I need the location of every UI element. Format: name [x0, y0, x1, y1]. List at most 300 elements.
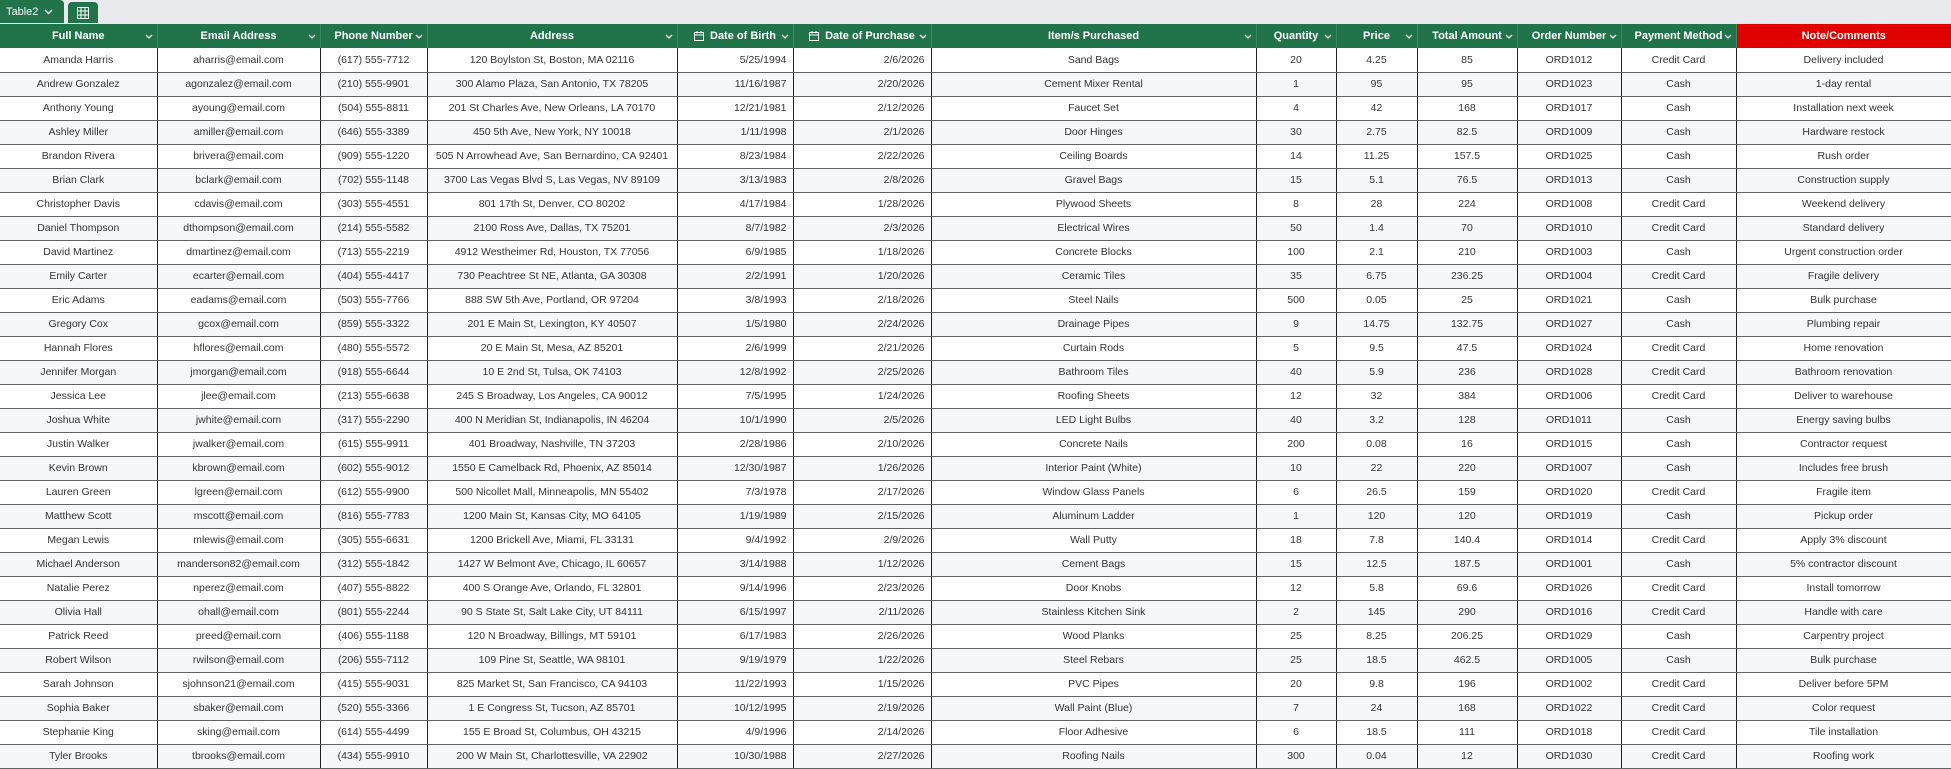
- cell-item[interactable]: Ceiling Boards: [931, 144, 1256, 168]
- cell-qty[interactable]: 1: [1256, 504, 1336, 528]
- cell-address[interactable]: 201 E Main St, Lexington, KY 40507: [427, 312, 677, 336]
- cell-payment[interactable]: Cash: [1621, 168, 1736, 192]
- cell-order[interactable]: ORD1022: [1517, 696, 1621, 720]
- cell-note[interactable]: Color request: [1736, 696, 1951, 720]
- cell-email[interactable]: agonzalez@email.com: [157, 72, 320, 96]
- cell-dob[interactable]: 10/1/1990: [677, 408, 793, 432]
- cell-full-name[interactable]: Patrick Reed: [0, 624, 157, 648]
- cell-dob[interactable]: 1/5/1980: [677, 312, 793, 336]
- filter-dropdown-icon[interactable]: [1724, 30, 1732, 42]
- cell-note[interactable]: 5% contractor discount: [1736, 552, 1951, 576]
- cell-total[interactable]: 128: [1417, 408, 1517, 432]
- cell-qty[interactable]: 20: [1256, 672, 1336, 696]
- cell-item[interactable]: Door Knobs: [931, 576, 1256, 600]
- cell-dop[interactable]: 1/22/2026: [793, 648, 931, 672]
- cell-full-name[interactable]: Tyler Brooks: [0, 744, 157, 768]
- cell-dop[interactable]: 2/15/2026: [793, 504, 931, 528]
- table-row[interactable]: [0, 96, 1951, 120]
- table-row[interactable]: [0, 744, 1951, 768]
- table-row[interactable]: [0, 696, 1951, 720]
- cell-email[interactable]: sjohnson21@email.com: [157, 672, 320, 696]
- cell-item[interactable]: Steel Rebars: [931, 648, 1256, 672]
- cell-total[interactable]: 159: [1417, 480, 1517, 504]
- cell-full-name[interactable]: Stephanie King: [0, 720, 157, 744]
- cell-qty[interactable]: 6: [1256, 720, 1336, 744]
- cell-dob[interactable]: 6/17/1983: [677, 624, 793, 648]
- cell-item[interactable]: Bathroom Tiles: [931, 360, 1256, 384]
- column-header-total[interactable]: [1417, 24, 1517, 48]
- cell-phone[interactable]: (504) 555-8811: [320, 96, 427, 120]
- cell-full-name[interactable]: Jennifer Morgan: [0, 360, 157, 384]
- cell-full-name[interactable]: Amanda Harris: [0, 48, 157, 72]
- cell-dob[interactable]: 12/8/1992: [677, 360, 793, 384]
- cell-payment[interactable]: Credit Card: [1621, 48, 1736, 72]
- cell-item[interactable]: Electrical Wires: [931, 216, 1256, 240]
- cell-payment[interactable]: Cash: [1621, 504, 1736, 528]
- cell-payment[interactable]: Cash: [1621, 72, 1736, 96]
- cell-price[interactable]: 2.75: [1336, 120, 1417, 144]
- column-header-payment[interactable]: [1621, 24, 1736, 48]
- cell-payment[interactable]: Cash: [1621, 456, 1736, 480]
- cell-dop[interactable]: 1/15/2026: [793, 672, 931, 696]
- cell-dop[interactable]: 2/20/2026: [793, 72, 931, 96]
- table-row[interactable]: [0, 576, 1951, 600]
- cell-phone[interactable]: (305) 555-6631: [320, 528, 427, 552]
- cell-dob[interactable]: 4/9/1996: [677, 720, 793, 744]
- cell-total[interactable]: 236.25: [1417, 264, 1517, 288]
- cell-qty[interactable]: 14: [1256, 144, 1336, 168]
- cell-price[interactable]: 2.1: [1336, 240, 1417, 264]
- cell-payment[interactable]: Cash: [1621, 432, 1736, 456]
- cell-dop[interactable]: 2/8/2026: [793, 168, 931, 192]
- cell-dob[interactable]: 4/17/1984: [677, 192, 793, 216]
- cell-total[interactable]: 47.5: [1417, 336, 1517, 360]
- cell-dob[interactable]: 11/16/1987: [677, 72, 793, 96]
- cell-note[interactable]: Deliver to warehouse: [1736, 384, 1951, 408]
- cell-phone[interactable]: (702) 555-1148: [320, 168, 427, 192]
- cell-qty[interactable]: 12: [1256, 384, 1336, 408]
- cell-email[interactable]: mlewis@email.com: [157, 528, 320, 552]
- cell-order[interactable]: ORD1020: [1517, 480, 1621, 504]
- cell-item[interactable]: Concrete Nails: [931, 432, 1256, 456]
- cell-phone[interactable]: (415) 555-9031: [320, 672, 427, 696]
- cell-item[interactable]: Ceramic Tiles: [931, 264, 1256, 288]
- cell-dob[interactable]: 3/14/1988: [677, 552, 793, 576]
- cell-price[interactable]: 4.25: [1336, 48, 1417, 72]
- cell-address[interactable]: 400 S Orange Ave, Orlando, FL 32801: [427, 576, 677, 600]
- cell-dop[interactable]: 2/24/2026: [793, 312, 931, 336]
- cell-order[interactable]: ORD1010: [1517, 216, 1621, 240]
- cell-email[interactable]: aharris@email.com: [157, 48, 320, 72]
- cell-dop[interactable]: 2/6/2026: [793, 48, 931, 72]
- cell-qty[interactable]: 20: [1256, 48, 1336, 72]
- cell-email[interactable]: jwhite@email.com: [157, 408, 320, 432]
- cell-full-name[interactable]: Gregory Cox: [0, 312, 157, 336]
- cell-order[interactable]: ORD1027: [1517, 312, 1621, 336]
- cell-item[interactable]: PVC Pipes: [931, 672, 1256, 696]
- cell-order[interactable]: ORD1019: [1517, 504, 1621, 528]
- cell-payment[interactable]: Cash: [1621, 120, 1736, 144]
- column-header-full-name[interactable]: [0, 24, 157, 48]
- table-row[interactable]: [0, 48, 1951, 72]
- cell-email[interactable]: ayoung@email.com: [157, 96, 320, 120]
- cell-order[interactable]: ORD1023: [1517, 72, 1621, 96]
- cell-phone[interactable]: (206) 555-7112: [320, 648, 427, 672]
- cell-item[interactable]: Floor Adhesive: [931, 720, 1256, 744]
- column-header-dop[interactable]: [793, 24, 931, 48]
- cell-price[interactable]: 9.5: [1336, 336, 1417, 360]
- cell-address[interactable]: 155 E Broad St, Columbus, OH 43215: [427, 720, 677, 744]
- cell-email[interactable]: amiller@email.com: [157, 120, 320, 144]
- cell-price[interactable]: 28: [1336, 192, 1417, 216]
- cell-payment[interactable]: Cash: [1621, 648, 1736, 672]
- cell-full-name[interactable]: Eric Adams: [0, 288, 157, 312]
- cell-phone[interactable]: (918) 555-6644: [320, 360, 427, 384]
- cell-email[interactable]: jwalker@email.com: [157, 432, 320, 456]
- cell-email[interactable]: manderson82@email.com: [157, 552, 320, 576]
- table-row[interactable]: [0, 216, 1951, 240]
- cell-full-name[interactable]: David Martinez: [0, 240, 157, 264]
- cell-dop[interactable]: 2/14/2026: [793, 720, 931, 744]
- cell-item[interactable]: Wood Planks: [931, 624, 1256, 648]
- cell-address[interactable]: 401 Broadway, Nashville, TN 37203: [427, 432, 677, 456]
- cell-note[interactable]: Tile installation: [1736, 720, 1951, 744]
- cell-phone[interactable]: (801) 555-2244: [320, 600, 427, 624]
- cell-qty[interactable]: 40: [1256, 360, 1336, 384]
- cell-total[interactable]: 187.5: [1417, 552, 1517, 576]
- cell-qty[interactable]: 6: [1256, 480, 1336, 504]
- cell-note[interactable]: Construction supply: [1736, 168, 1951, 192]
- cell-order[interactable]: ORD1016: [1517, 600, 1621, 624]
- cell-qty[interactable]: 18: [1256, 528, 1336, 552]
- cell-total[interactable]: 16: [1417, 432, 1517, 456]
- cell-order[interactable]: ORD1018: [1517, 720, 1621, 744]
- cell-phone[interactable]: (503) 555-7766: [320, 288, 427, 312]
- cell-item[interactable]: Window Glass Panels: [931, 480, 1256, 504]
- cell-note[interactable]: Energy saving bulbs: [1736, 408, 1951, 432]
- cell-price[interactable]: 22: [1336, 456, 1417, 480]
- cell-email[interactable]: jmorgan@email.com: [157, 360, 320, 384]
- cell-order[interactable]: ORD1013: [1517, 168, 1621, 192]
- cell-phone[interactable]: (312) 555-1842: [320, 552, 427, 576]
- cell-total[interactable]: 140.4: [1417, 528, 1517, 552]
- cell-note[interactable]: Fragile delivery: [1736, 264, 1951, 288]
- table-row[interactable]: [0, 168, 1951, 192]
- cell-total[interactable]: 384: [1417, 384, 1517, 408]
- cell-total[interactable]: 462.5: [1417, 648, 1517, 672]
- table-row[interactable]: [0, 672, 1951, 696]
- cell-item[interactable]: Interior Paint (White): [931, 456, 1256, 480]
- cell-full-name[interactable]: Joshua White: [0, 408, 157, 432]
- cell-dob[interactable]: 9/4/1992: [677, 528, 793, 552]
- filter-dropdown-icon[interactable]: [1244, 30, 1252, 42]
- cell-order[interactable]: ORD1011: [1517, 408, 1621, 432]
- cell-note[interactable]: 1-day rental: [1736, 72, 1951, 96]
- cell-price[interactable]: 12.5: [1336, 552, 1417, 576]
- cell-phone[interactable]: (602) 555-9012: [320, 456, 427, 480]
- cell-full-name[interactable]: Lauren Green: [0, 480, 157, 504]
- table-row[interactable]: [0, 192, 1951, 216]
- cell-dob[interactable]: 1/11/1998: [677, 120, 793, 144]
- cell-email[interactable]: sking@email.com: [157, 720, 320, 744]
- table-row[interactable]: [0, 456, 1951, 480]
- filter-dropdown-icon[interactable]: [1405, 30, 1413, 42]
- cell-total[interactable]: 82.5: [1417, 120, 1517, 144]
- cell-item[interactable]: LED Light Bulbs: [931, 408, 1256, 432]
- table-row[interactable]: [0, 288, 1951, 312]
- cell-address[interactable]: 450 5th Ave, New York, NY 10018: [427, 120, 677, 144]
- cell-dob[interactable]: 5/25/1994: [677, 48, 793, 72]
- cell-full-name[interactable]: Daniel Thompson: [0, 216, 157, 240]
- table-row[interactable]: [0, 312, 1951, 336]
- cell-dop[interactable]: 2/1/2026: [793, 120, 931, 144]
- cell-dop[interactable]: 2/21/2026: [793, 336, 931, 360]
- cell-payment[interactable]: Cash: [1621, 552, 1736, 576]
- column-header-dob[interactable]: [677, 24, 793, 48]
- cell-order[interactable]: ORD1015: [1517, 432, 1621, 456]
- cell-payment[interactable]: Cash: [1621, 312, 1736, 336]
- table-row[interactable]: [0, 144, 1951, 168]
- cell-phone[interactable]: (859) 555-3322: [320, 312, 427, 336]
- cell-order[interactable]: ORD1002: [1517, 672, 1621, 696]
- cell-payment[interactable]: Credit Card: [1621, 576, 1736, 600]
- cell-dob[interactable]: 3/13/1983: [677, 168, 793, 192]
- cell-note[interactable]: Carpentry project: [1736, 624, 1951, 648]
- column-header-price[interactable]: [1336, 24, 1417, 48]
- cell-dop[interactable]: 1/24/2026: [793, 384, 931, 408]
- cell-price[interactable]: 0.08: [1336, 432, 1417, 456]
- cell-item[interactable]: Plywood Sheets: [931, 192, 1256, 216]
- cell-note[interactable]: Hardware restock: [1736, 120, 1951, 144]
- cell-dob[interactable]: 3/8/1993: [677, 288, 793, 312]
- cell-item[interactable]: Concrete Blocks: [931, 240, 1256, 264]
- cell-phone[interactable]: (317) 555-2290: [320, 408, 427, 432]
- cell-full-name[interactable]: Sarah Johnson: [0, 672, 157, 696]
- cell-dop[interactable]: 2/17/2026: [793, 480, 931, 504]
- cell-email[interactable]: bclark@email.com: [157, 168, 320, 192]
- cell-order[interactable]: ORD1008: [1517, 192, 1621, 216]
- cell-dop[interactable]: 1/28/2026: [793, 192, 931, 216]
- cell-dob[interactable]: 12/21/1981: [677, 96, 793, 120]
- cell-email[interactable]: cdavis@email.com: [157, 192, 320, 216]
- cell-total[interactable]: 76.5: [1417, 168, 1517, 192]
- cell-email[interactable]: eadams@email.com: [157, 288, 320, 312]
- cell-note[interactable]: Plumbing repair: [1736, 312, 1951, 336]
- cell-payment[interactable]: Credit Card: [1621, 336, 1736, 360]
- cell-note[interactable]: Delivery included: [1736, 48, 1951, 72]
- cell-address[interactable]: 500 Nicollet Mall, Minneapolis, MN 55402: [427, 480, 677, 504]
- cell-item[interactable]: Gravel Bags: [931, 168, 1256, 192]
- cell-phone[interactable]: (406) 555-1188: [320, 624, 427, 648]
- table-row[interactable]: [0, 264, 1951, 288]
- cell-price[interactable]: 6.75: [1336, 264, 1417, 288]
- cell-price[interactable]: 5.8: [1336, 576, 1417, 600]
- cell-address[interactable]: 505 N Arrowhead Ave, San Bernardino, CA 92401: [427, 144, 677, 168]
- column-header-address[interactable]: [427, 24, 677, 48]
- cell-note[interactable]: Bulk purchase: [1736, 648, 1951, 672]
- cell-order[interactable]: ORD1029: [1517, 624, 1621, 648]
- cell-payment[interactable]: Credit Card: [1621, 672, 1736, 696]
- cell-email[interactable]: rwilson@email.com: [157, 648, 320, 672]
- cell-dob[interactable]: 10/12/1995: [677, 696, 793, 720]
- cell-address[interactable]: 730 Peachtree St NE, Atlanta, GA 30308: [427, 264, 677, 288]
- cell-item[interactable]: Roofing Nails: [931, 744, 1256, 768]
- cell-item[interactable]: Wall Putty: [931, 528, 1256, 552]
- cell-phone[interactable]: (480) 555-5572: [320, 336, 427, 360]
- cell-dob[interactable]: 7/3/1978: [677, 480, 793, 504]
- cell-phone[interactable]: (646) 555-3389: [320, 120, 427, 144]
- cell-price[interactable]: 42: [1336, 96, 1417, 120]
- cell-price[interactable]: 0.05: [1336, 288, 1417, 312]
- cell-item[interactable]: Roofing Sheets: [931, 384, 1256, 408]
- cell-dob[interactable]: 7/5/1995: [677, 384, 793, 408]
- table-row[interactable]: [0, 504, 1951, 528]
- cell-order[interactable]: ORD1005: [1517, 648, 1621, 672]
- cell-payment[interactable]: Credit Card: [1621, 384, 1736, 408]
- cell-full-name[interactable]: Hannah Flores: [0, 336, 157, 360]
- cell-dob[interactable]: 8/7/1982: [677, 216, 793, 240]
- cell-phone[interactable]: (909) 555-1220: [320, 144, 427, 168]
- cell-payment[interactable]: Credit Card: [1621, 528, 1736, 552]
- cell-address[interactable]: 2100 Ross Ave, Dallas, TX 75201: [427, 216, 677, 240]
- cell-payment[interactable]: Cash: [1621, 408, 1736, 432]
- cell-dop[interactable]: 2/18/2026: [793, 288, 931, 312]
- cell-address[interactable]: 10 E 2nd St, Tulsa, OK 74103: [427, 360, 677, 384]
- cell-email[interactable]: mscott@email.com: [157, 504, 320, 528]
- table-row[interactable]: [0, 384, 1951, 408]
- cell-phone[interactable]: (214) 555-5582: [320, 216, 427, 240]
- table-row[interactable]: [0, 480, 1951, 504]
- cell-address[interactable]: 3700 Las Vegas Blvd S, Las Vegas, NV 89109: [427, 168, 677, 192]
- cell-note[interactable]: Includes free brush: [1736, 456, 1951, 480]
- cell-address[interactable]: 120 N Broadway, Billings, MT 59101: [427, 624, 677, 648]
- cell-address[interactable]: 825 Market St, San Francisco, CA 94103: [427, 672, 677, 696]
- cell-address[interactable]: 1200 Main St, Kansas City, MO 64105: [427, 504, 677, 528]
- cell-email[interactable]: kbrown@email.com: [157, 456, 320, 480]
- cell-email[interactable]: ohall@email.com: [157, 600, 320, 624]
- filter-dropdown-icon[interactable]: [1324, 30, 1332, 42]
- cell-item[interactable]: Door Hinges: [931, 120, 1256, 144]
- cell-full-name[interactable]: Megan Lewis: [0, 528, 157, 552]
- cell-qty[interactable]: 100: [1256, 240, 1336, 264]
- filter-dropdown-icon[interactable]: [1505, 30, 1513, 42]
- cell-address[interactable]: 888 SW 5th Ave, Portland, OR 97204: [427, 288, 677, 312]
- cell-dop[interactable]: 2/10/2026: [793, 432, 931, 456]
- cell-note[interactable]: Deliver before 5PM: [1736, 672, 1951, 696]
- cell-price[interactable]: 14.75: [1336, 312, 1417, 336]
- cell-item[interactable]: Stainless Kitchen Sink: [931, 600, 1256, 624]
- cell-qty[interactable]: 25: [1256, 648, 1336, 672]
- cell-phone[interactable]: (615) 555-9911: [320, 432, 427, 456]
- cell-full-name[interactable]: Robert Wilson: [0, 648, 157, 672]
- cell-address[interactable]: 400 N Meridian St, Indianapolis, IN 46204: [427, 408, 677, 432]
- cell-price[interactable]: 9.8: [1336, 672, 1417, 696]
- cell-note[interactable]: Roofing work: [1736, 744, 1951, 768]
- cell-total[interactable]: 236: [1417, 360, 1517, 384]
- cell-dob[interactable]: 11/22/1993: [677, 672, 793, 696]
- cell-note[interactable]: Contractor request: [1736, 432, 1951, 456]
- filter-dropdown-icon[interactable]: [415, 30, 423, 42]
- cell-address[interactable]: 1550 E Camelback Rd, Phoenix, AZ 85014: [427, 456, 677, 480]
- cell-address[interactable]: 1 E Congress St, Tucson, AZ 85701: [427, 696, 677, 720]
- cell-dop[interactable]: 1/18/2026: [793, 240, 931, 264]
- column-header-item[interactable]: [931, 24, 1256, 48]
- cell-email[interactable]: hflores@email.com: [157, 336, 320, 360]
- cell-email[interactable]: gcox@email.com: [157, 312, 320, 336]
- table-row[interactable]: [0, 624, 1951, 648]
- cell-order[interactable]: ORD1006: [1517, 384, 1621, 408]
- table-row[interactable]: [0, 552, 1951, 576]
- cell-qty[interactable]: 2: [1256, 600, 1336, 624]
- cell-item[interactable]: Wall Paint (Blue): [931, 696, 1256, 720]
- cell-dop[interactable]: 2/12/2026: [793, 96, 931, 120]
- cell-qty[interactable]: 4: [1256, 96, 1336, 120]
- cell-note[interactable]: Pickup order: [1736, 504, 1951, 528]
- cell-payment[interactable]: Credit Card: [1621, 600, 1736, 624]
- cell-payment[interactable]: Credit Card: [1621, 264, 1736, 288]
- cell-item[interactable]: Cement Mixer Rental: [931, 72, 1256, 96]
- cell-full-name[interactable]: Ashley Miller: [0, 120, 157, 144]
- filter-dropdown-icon[interactable]: [308, 30, 316, 42]
- cell-full-name[interactable]: Olivia Hall: [0, 600, 157, 624]
- chevron-down-icon[interactable]: [44, 6, 53, 18]
- cell-total[interactable]: 168: [1417, 696, 1517, 720]
- table-row[interactable]: [0, 648, 1951, 672]
- cell-total[interactable]: 111: [1417, 720, 1517, 744]
- cell-phone[interactable]: (713) 555-2219: [320, 240, 427, 264]
- cell-full-name[interactable]: Michael Anderson: [0, 552, 157, 576]
- filter-dropdown-icon[interactable]: [665, 30, 673, 42]
- cell-total[interactable]: 220: [1417, 456, 1517, 480]
- cell-order[interactable]: ORD1026: [1517, 576, 1621, 600]
- cell-price[interactable]: 145: [1336, 600, 1417, 624]
- cell-note[interactable]: Bathroom renovation: [1736, 360, 1951, 384]
- cell-qty[interactable]: 8: [1256, 192, 1336, 216]
- cell-item[interactable]: Sand Bags: [931, 48, 1256, 72]
- cell-phone[interactable]: (520) 555-3366: [320, 696, 427, 720]
- cell-order[interactable]: ORD1024: [1517, 336, 1621, 360]
- cell-email[interactable]: preed@email.com: [157, 624, 320, 648]
- cell-payment[interactable]: Cash: [1621, 96, 1736, 120]
- cell-total[interactable]: 157.5: [1417, 144, 1517, 168]
- cell-order[interactable]: ORD1021: [1517, 288, 1621, 312]
- cell-phone[interactable]: (612) 555-9900: [320, 480, 427, 504]
- table-row[interactable]: [0, 528, 1951, 552]
- cell-item[interactable]: Cement Bags: [931, 552, 1256, 576]
- column-header-order[interactable]: [1517, 24, 1621, 48]
- cell-dop[interactable]: 2/25/2026: [793, 360, 931, 384]
- cell-qty[interactable]: 1: [1256, 72, 1336, 96]
- cell-note[interactable]: Fragile item: [1736, 480, 1951, 504]
- cell-email[interactable]: ecarter@email.com: [157, 264, 320, 288]
- cell-total[interactable]: 290: [1417, 600, 1517, 624]
- cell-phone[interactable]: (614) 555-4499: [320, 720, 427, 744]
- cell-payment[interactable]: Cash: [1621, 624, 1736, 648]
- cell-note[interactable]: Weekend delivery: [1736, 192, 1951, 216]
- cell-dop[interactable]: 2/19/2026: [793, 696, 931, 720]
- cell-dob[interactable]: 9/14/1996: [677, 576, 793, 600]
- cell-price[interactable]: 5.9: [1336, 360, 1417, 384]
- cell-full-name[interactable]: Emily Carter: [0, 264, 157, 288]
- cell-email[interactable]: brivera@email.com: [157, 144, 320, 168]
- cell-full-name[interactable]: Anthony Young: [0, 96, 157, 120]
- cell-order[interactable]: ORD1028: [1517, 360, 1621, 384]
- cell-total[interactable]: 70: [1417, 216, 1517, 240]
- cell-email[interactable]: sbaker@email.com: [157, 696, 320, 720]
- cell-qty[interactable]: 50: [1256, 216, 1336, 240]
- cell-address[interactable]: 1200 Brickell Ave, Miami, FL 33131: [427, 528, 677, 552]
- cell-total[interactable]: 206.25: [1417, 624, 1517, 648]
